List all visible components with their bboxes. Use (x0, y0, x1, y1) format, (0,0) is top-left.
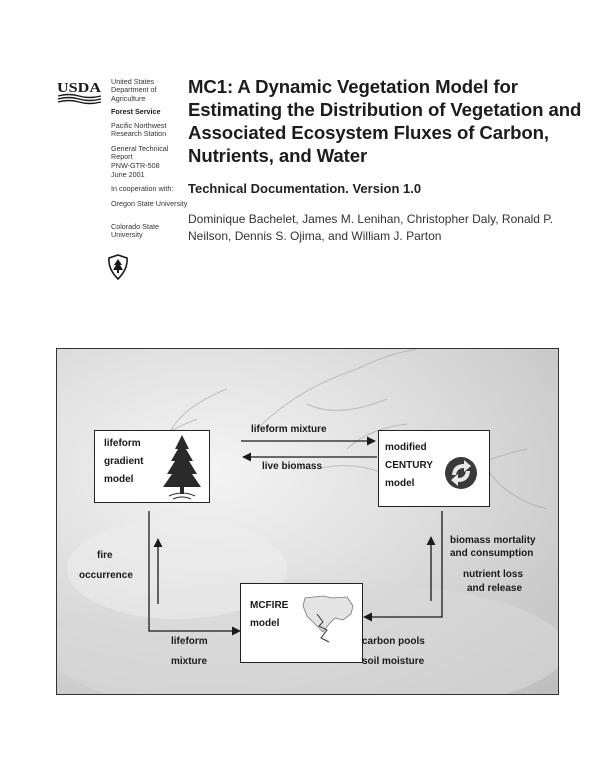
document-subtitle: Technical Documentation. Version 1.0 (188, 181, 422, 196)
model-diagram (56, 348, 559, 695)
label-mixture: mixture (171, 656, 208, 667)
label-occurrence: occurrence (79, 570, 133, 581)
report-label: General Technical Report (111, 144, 169, 162)
label-biomass-mortality: biomass mortality (450, 535, 536, 546)
label-and-consumption: and consumption (450, 548, 534, 559)
partner-colorado: Colorado State University (111, 222, 159, 240)
conifer-tree-icon (159, 433, 205, 501)
forest-service-label: Forest Service (111, 107, 161, 116)
forest-service-shield-icon (107, 254, 129, 280)
label-lifeform: lifeform (171, 636, 208, 647)
usda-logo (57, 80, 103, 106)
cycle-arrows-icon (443, 455, 479, 491)
label-live-biomass: live biomass (262, 461, 323, 472)
report-date: June 2001 (111, 170, 145, 179)
label-nutrient-loss: nutrient loss (463, 569, 524, 580)
partner-oregon: Oregon State University (111, 199, 188, 208)
usda-logo-text: USDA (57, 81, 103, 96)
label-and-release: and release (467, 583, 523, 594)
station-name: Pacific Northwest Research Station (111, 121, 167, 139)
label-carbon-pools: carbon pools (362, 636, 425, 647)
lifeform-gradient-model-box (94, 430, 210, 503)
century-box-label: modified CENTURY model (385, 442, 433, 489)
document-title: MC1: A Dynamic Vegetation Model for Estimating the Distribution of Vegetation and Associated Ecosystem Fluxes of Carbon, Nutrients, and Water (188, 76, 582, 166)
mcfire-model-box (240, 583, 363, 663)
western-us-map-icon (299, 592, 357, 644)
label-lifeform-mixture-top: lifeform mixture (251, 424, 327, 435)
label-soil-moisture: soil moisture (362, 656, 425, 667)
cooperation-label: In cooperation with: (111, 184, 174, 193)
authors: Dominique Bachelet, James M. Lenihan, Christopher Daly, Ronald P. Neilson, Dennis S. Ojima, and William J. Parton (188, 212, 554, 243)
label-fire: fire (97, 550, 113, 561)
mcfire-box-label: MCFIRE model (250, 600, 289, 629)
department-name: United States Department of Agriculture (111, 77, 157, 103)
report-number: PNW-GTR-508 (111, 161, 160, 170)
lifeform-box-label: lifeform gradient model (104, 438, 144, 485)
century-model-box (378, 430, 490, 507)
